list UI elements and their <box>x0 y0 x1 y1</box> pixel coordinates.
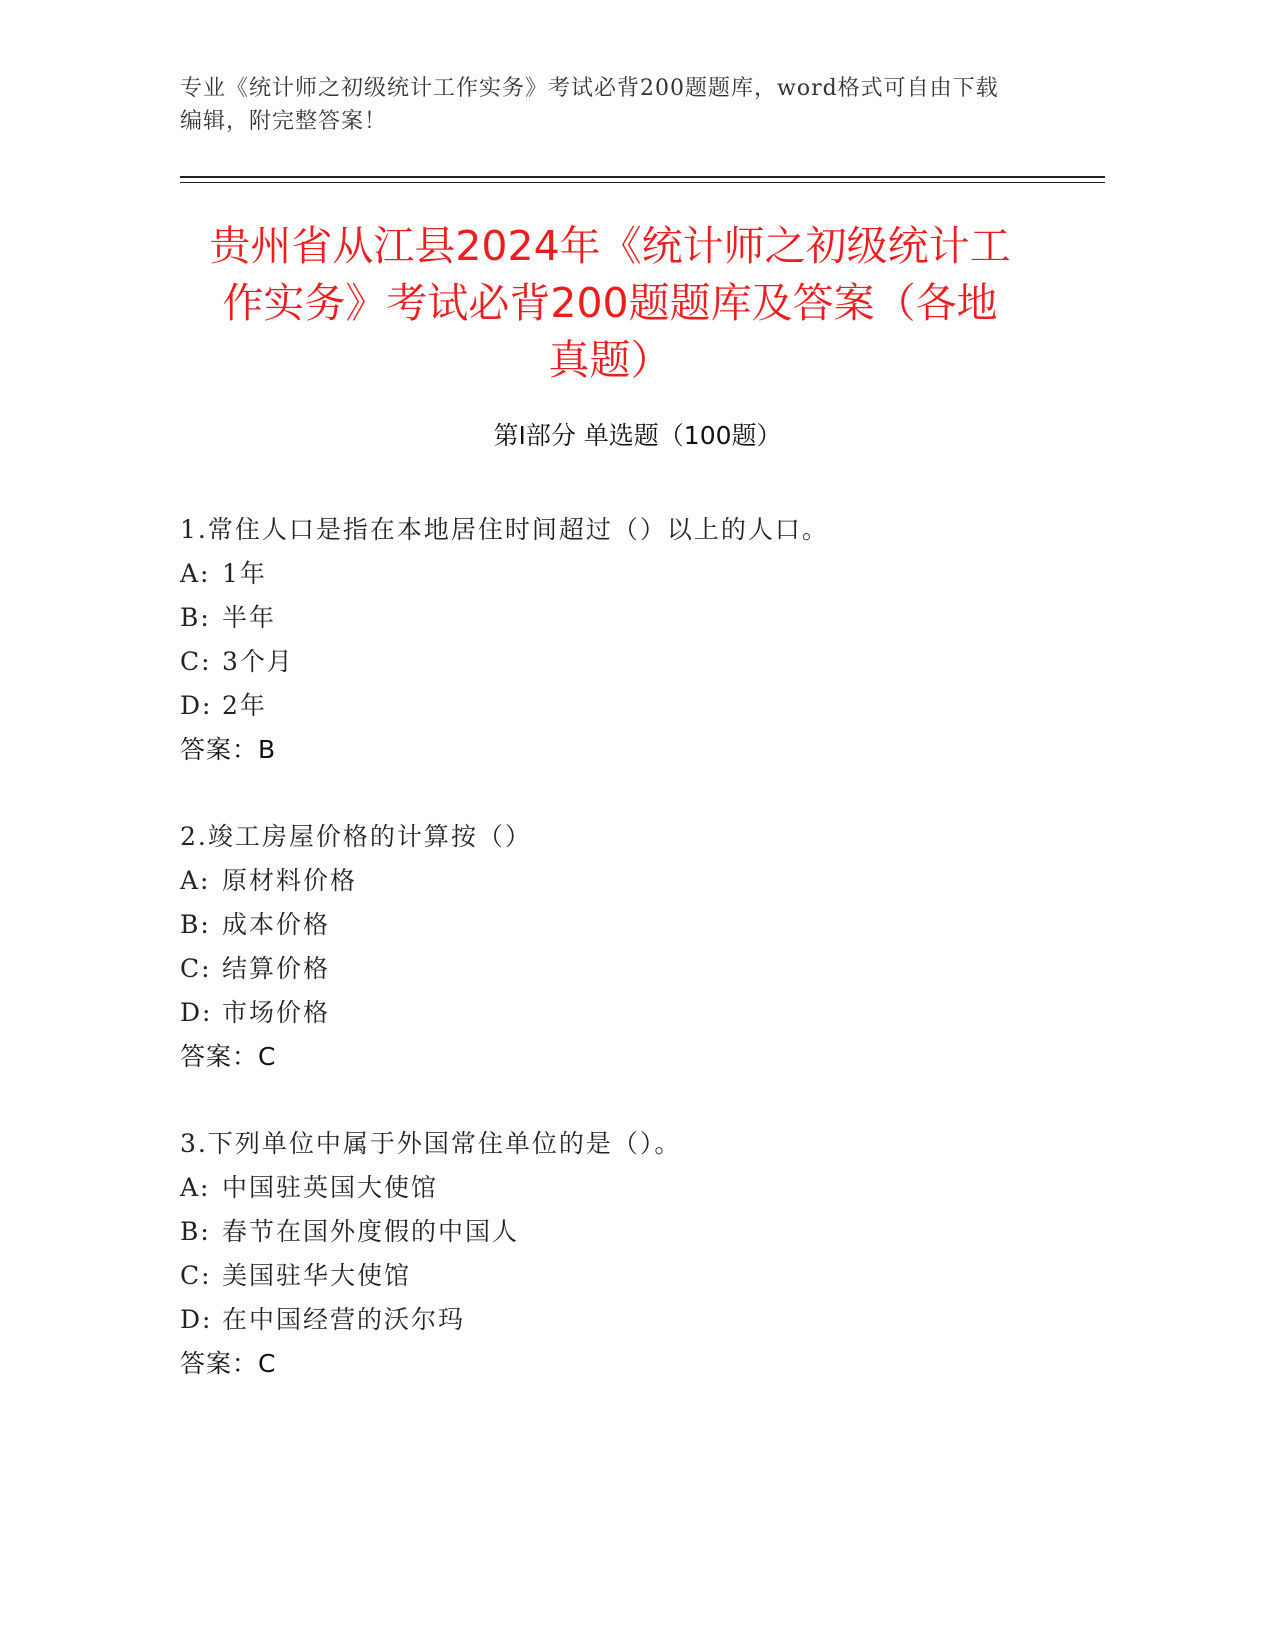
option-b <box>180 596 1080 640</box>
option-text: 2年 <box>222 691 267 720</box>
option-c <box>180 640 1080 684</box>
option-b <box>180 1210 1080 1254</box>
option-c <box>180 1254 1080 1298</box>
option-d <box>180 1298 1080 1342</box>
option-text: 中国驻英国大使馆 <box>222 1173 439 1202</box>
option-text: 美国驻华大使馆 <box>222 1261 412 1290</box>
option-a <box>180 552 1080 596</box>
option-text: 1年 <box>222 559 267 588</box>
option-key: C: <box>180 954 212 983</box>
option-key: C: <box>180 1261 212 1290</box>
header-line-2: 编辑，附完整答案！ <box>180 109 388 134</box>
option-text: 半年 <box>222 603 277 632</box>
option-text: 市场价格 <box>222 998 331 1027</box>
question-list <box>180 508 1080 1429</box>
option-key: B: <box>180 1217 211 1246</box>
option-key: D: <box>180 1305 213 1334</box>
option-key: C: <box>180 647 212 676</box>
section-title: 第Ⅰ部分 单选题（100题） <box>493 421 782 450</box>
option-key: A: <box>180 1173 211 1202</box>
answer: 答案：C <box>180 1349 277 1378</box>
question-stem: 2.竣工房屋价格的计算按（） <box>180 822 532 851</box>
answer: 答案：C <box>180 1042 277 1071</box>
option-key: D: <box>180 691 213 720</box>
document-title <box>170 218 1050 389</box>
question-1 <box>180 508 1080 772</box>
header-line-1: 专业《统计师之初级统计工作实务》考试必背200题题库，word格式可自由下载 <box>180 76 999 101</box>
option-text: 春节在国外度假的中国人 <box>222 1217 520 1246</box>
title-line-2: 作实务》考试必背200题题库及答案（各地 <box>222 279 998 327</box>
option-key: B: <box>180 910 211 939</box>
question-stem: 3.下列单位中属于外国常住单位的是（）。 <box>180 1129 682 1158</box>
option-b <box>180 903 1080 947</box>
option-c <box>180 947 1080 991</box>
option-text: 原材料价格 <box>222 866 358 895</box>
title-line-1: 贵州省从江县2024年《统计师之初级统计工 <box>209 222 1011 270</box>
option-d <box>180 991 1080 1035</box>
option-text: 成本价格 <box>222 910 331 939</box>
header-rule-thin <box>180 182 1105 183</box>
question-3 <box>180 1122 1080 1386</box>
page-header <box>180 72 1060 138</box>
option-text: 在中国经营的沃尔玛 <box>222 1305 466 1334</box>
option-key: B: <box>180 603 211 632</box>
question-stem: 1.常住人口是指在本地居住时间超过（）以上的人口。 <box>180 515 829 544</box>
option-text: 3个月 <box>222 647 294 676</box>
answer: 答案：B <box>180 735 277 764</box>
question-2 <box>180 815 1080 1079</box>
header-divider <box>180 176 1105 183</box>
option-key: A: <box>180 559 211 588</box>
option-text: 结算价格 <box>222 954 331 983</box>
option-a <box>180 1166 1080 1210</box>
option-key: D: <box>180 998 213 1027</box>
option-key: A: <box>180 866 211 895</box>
option-a <box>180 859 1080 903</box>
title-line-3: 真题） <box>548 336 672 384</box>
option-d <box>180 684 1080 728</box>
